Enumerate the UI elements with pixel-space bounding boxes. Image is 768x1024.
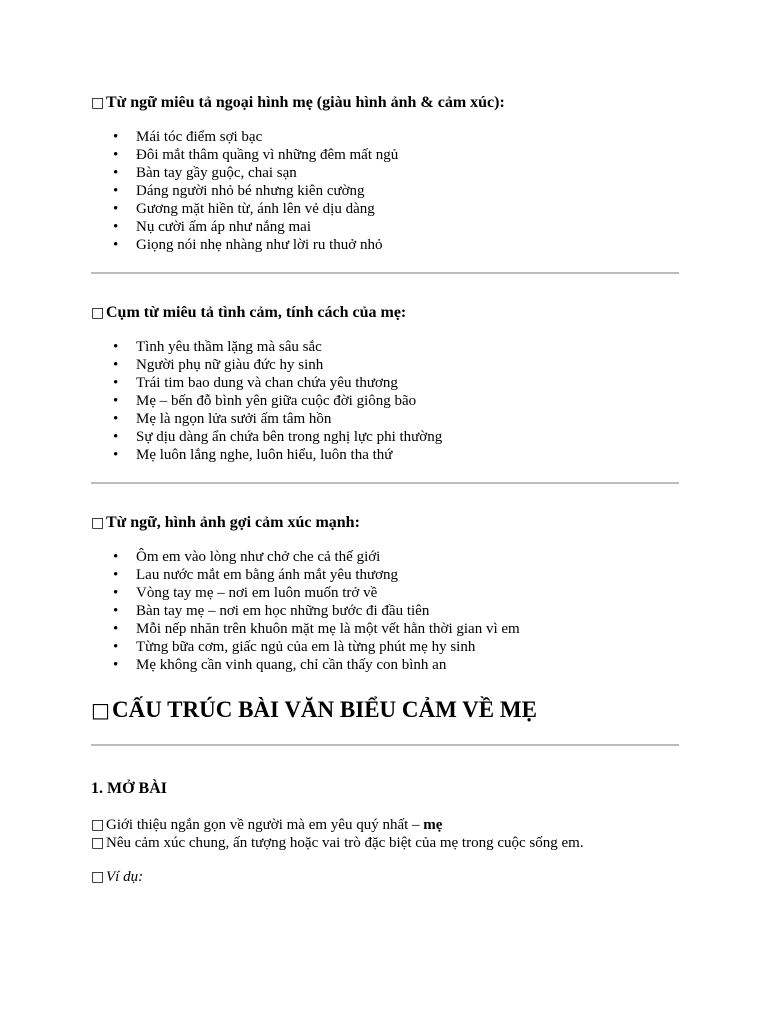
list-item: • Mẹ – bến đỗ bình yên giữa cuộc đời giông bão [136,392,679,410]
list-item: • Người phụ nữ giàu đức hy sinh [136,356,679,374]
list-item: • Sự dịu dàng ẩn chứa bên trong nghị lực phi thường [136,428,679,446]
pen-icon: □ [91,869,105,885]
check-icon: □ [91,835,105,851]
list-item: • Bàn tay mẹ – nơi em học những bước đi đầu tiên [136,602,679,620]
divider [91,744,679,746]
list-item: • Vòng tay mẹ – nơi em luôn muốn trở về [136,584,679,602]
list-item: • Mẹ là ngọn lửa sưởi ấm tâm hồn [136,410,679,428]
appearance-list [91,128,679,254]
check-icon: □ [91,817,105,833]
list-item: • Từng bữa cơm, giấc ngủ của em là từng phút mẹ hy sinh [136,638,679,656]
list-item: • Bàn tay gầy guộc, chai sạn [136,164,679,182]
list-item: • Lau nước mắt em bằng ánh mắt yêu thương [136,566,679,584]
document-content [91,90,679,886]
list-item: • Nụ cười ấm áp như nắng mai [136,218,679,236]
sparkle-icon: □ [91,698,110,722]
emotion-list [91,548,679,674]
sparkle-icon: □ [91,305,105,321]
list-item: • Gương mặt hiền từ, ánh lên vẻ dịu dàng [136,200,679,218]
mo-bai-line-1: □ Giới thiệu ngắn gọn về người mà em yêu quý nhất – mẹ [91,817,443,833]
mo-bai-heading: 1. MỞ BÀI [91,780,167,797]
list-item: • Mẹ luôn lắng nghe, luôn hiểu, luôn tha thứ [136,446,679,464]
sparkle-icon: □ [91,515,105,531]
list-item: • Ôm em vào lòng như chở che cả thế giới [136,548,679,566]
section-heading-personality: □ Cụm từ miêu tả tình cảm, tính cách của mẹ: [91,300,679,326]
list-item: • Dáng người nhỏ bé nhưng kiên cường [136,182,679,200]
list-item: • Mẹ không cần vinh quang, chỉ cần thấy con bình an [136,656,679,674]
sparkle-icon: □ [91,95,105,111]
list-item: • Trái tim bao dung và chan chứa yêu thương [136,374,679,392]
list-item: • Đôi mắt thâm quầng vì những đêm mất ngủ [136,146,679,164]
list-item: • Mỗi nếp nhăn trên khuôn mặt mẹ là một vết hằn thời gian vì em [136,620,679,638]
section-heading-emotion: □ Từ ngữ, hình ảnh gợi cảm xúc mạnh: [91,510,679,536]
bold-word: mẹ [423,817,443,833]
personality-list [91,338,679,464]
example-line: □ Ví dụ: [91,869,144,885]
section-heading-appearance: □ Từ ngữ miêu tả ngoại hình mẹ (giàu hình ảnh & cảm xúc): [91,90,679,116]
structure-title: □CẤU TRÚC BÀI VĂN BIỂU CẢM VỀ MẸ [91,694,679,726]
list-item: • Giọng nói nhẹ nhàng như lời ru thuở nhỏ [136,236,679,254]
list-item: • Tình yêu thầm lặng mà sâu sắc [136,338,679,356]
mo-bai-line-2: □ Nêu cảm xúc chung, ấn tượng hoặc vai trò đặc biệt của mẹ trong cuộc sống em. [91,835,584,851]
list-item: • Mái tóc điểm sợi bạc [136,128,679,146]
